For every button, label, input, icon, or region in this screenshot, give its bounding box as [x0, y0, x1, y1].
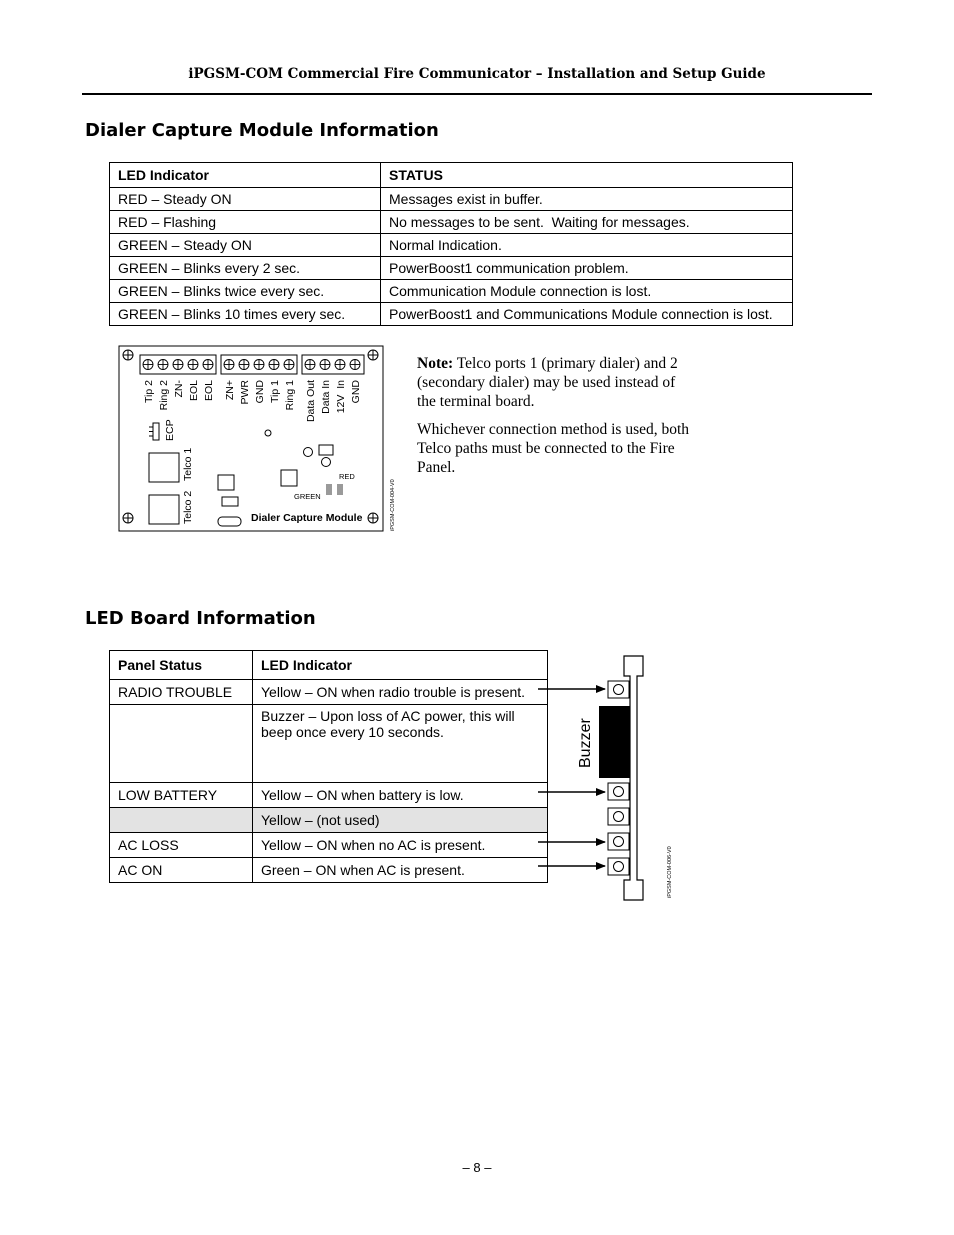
buzzer-component — [599, 706, 630, 778]
column-header: STATUS — [381, 163, 793, 188]
status-cell: PowerBoost1 and Communications Module connection is lost. — [381, 303, 793, 326]
status-cell: No messages to be sent. Waiting for messages. — [381, 211, 793, 234]
figure-id: iPGSM-COM-006-V0 — [667, 846, 673, 898]
led-indicator-cell: GREEN – Steady ON — [110, 234, 381, 257]
terminal-label: Tip 1 — [269, 380, 281, 403]
led-indicator-cell: Buzzer – Upon loss of AC power, this will beep once every 10 seconds. — [253, 705, 548, 783]
terminal-label: Ring 1 — [284, 380, 296, 411]
led-housing — [608, 783, 629, 800]
green-led-label: GREEN — [294, 492, 321, 501]
telco1-label: Telco 1 — [182, 447, 194, 481]
terminal-label: Data In — [320, 380, 332, 414]
terminal-label: GND — [350, 380, 362, 404]
led-indicator-cell: GREEN – Blinks twice every sec. — [110, 280, 381, 303]
panel-status-cell: AC LOSS — [110, 833, 253, 858]
terminal-label: Ring 2 — [158, 380, 170, 411]
panel-status-cell: AC ON — [110, 858, 253, 883]
terminal-label: EOL — [188, 380, 200, 402]
buzzer-label: Buzzer — [577, 718, 594, 768]
led-indicator-cell: Green – ON when AC is present. — [253, 858, 548, 883]
status-cell: Normal Indication. — [381, 234, 793, 257]
note-text: Telco ports 1 (primary dialer) and 2 (secondary dialer) may be used instead of the terminal board. — [417, 355, 678, 410]
panel-status-cell: RADIO TROUBLE — [110, 680, 253, 705]
terminal-label: 12V In — [335, 380, 347, 414]
running-header: iPGSM-COM Commercial Fire Communicator – Installation and Setup Guide — [188, 66, 766, 82]
page-number: – 8 – — [462, 1160, 492, 1175]
column-header: Panel Status — [110, 651, 253, 680]
ecp-label: ECP — [164, 419, 176, 441]
figure-id: iPGSM-COM-004-V0 — [390, 479, 396, 531]
terminal-label: Data Out — [305, 380, 317, 423]
led-housing — [608, 681, 629, 698]
terminal-label: GND — [254, 380, 266, 404]
led-housing — [608, 833, 629, 850]
terminal-label: PWR — [239, 380, 251, 405]
note-paragraph: Whichever connection method is used, both Telco paths must be connected to the Fire Panel. — [417, 421, 690, 476]
terminal-label: ZN+ — [224, 380, 236, 401]
led-indicator-cell: Yellow – ON when no AC is present. — [253, 833, 548, 858]
led-indicator-cell: Yellow – ON when radio trouble is present. — [253, 680, 548, 705]
module-label: Dialer Capture Module — [251, 512, 363, 524]
led-indicator-cell: Yellow – ON when battery is low. — [253, 783, 548, 808]
led-indicator-cell: RED – Steady ON — [110, 188, 381, 211]
dialer-section-heading: Dialer Capture Module Information — [85, 120, 439, 141]
status-cell: Messages exist in buffer. — [381, 188, 793, 211]
terminal-label: EOL — [203, 380, 215, 402]
column-header: LED Indicator — [253, 651, 548, 680]
led-indicator-cell: GREEN – Blinks 10 times every sec. — [110, 303, 381, 326]
note-lead: Note: — [417, 355, 454, 372]
led-indicator-cell: Yellow – (not used) — [253, 808, 548, 833]
red-led-label: RED — [339, 472, 355, 481]
led-section-heading: LED Board Information — [85, 608, 316, 629]
column-header: LED Indicator — [110, 163, 381, 188]
status-cell: Communication Module connection is lost. — [381, 280, 793, 303]
led-housing — [608, 858, 629, 875]
terminal-label: Tip 2 — [143, 380, 155, 403]
terminal-label: ZN- — [173, 380, 185, 398]
telco2-label: Telco 2 — [182, 490, 194, 524]
led-indicator-cell: GREEN – Blinks every 2 sec. — [110, 257, 381, 280]
status-cell: PowerBoost1 communication problem. — [381, 257, 793, 280]
panel-status-cell: LOW BATTERY — [110, 783, 253, 808]
led-housing — [608, 808, 629, 825]
led-indicator-cell: RED – Flashing — [110, 211, 381, 234]
